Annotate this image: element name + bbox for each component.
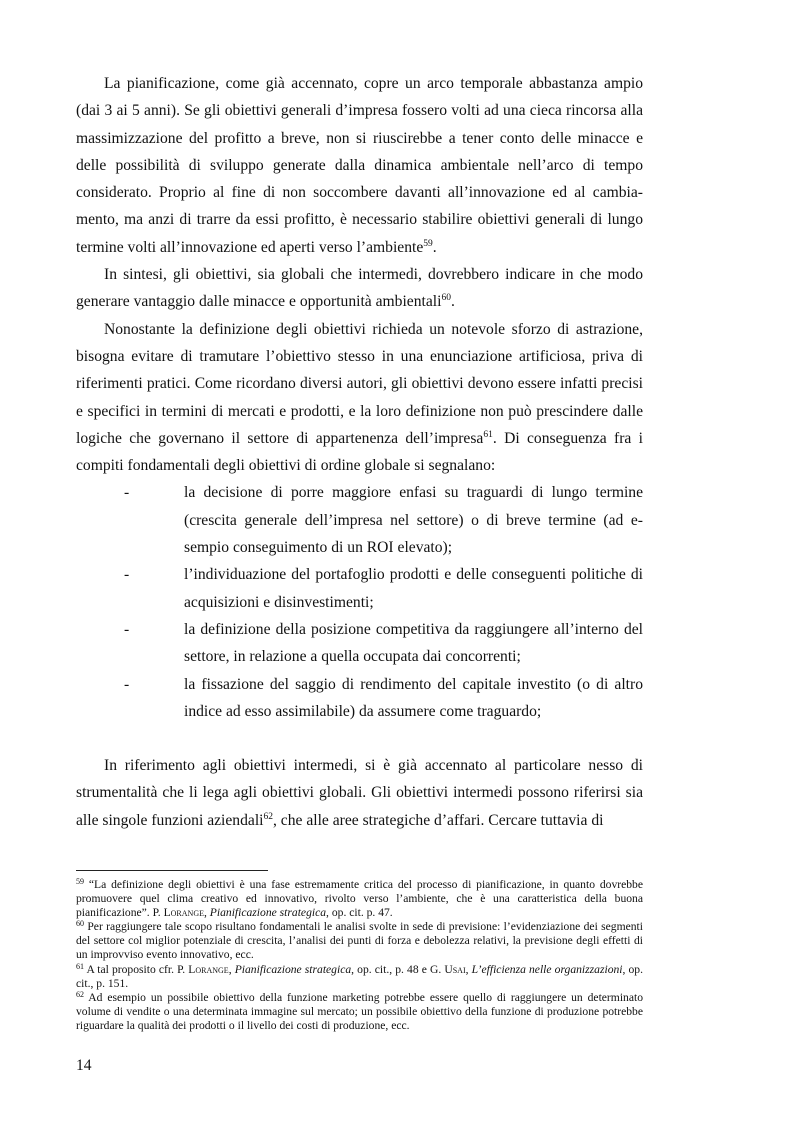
paragraph-pianificazione: La pianificazione, come già accennato, copre un arco temporale abbastanza ampio (dai 3 ai 5 anni). Se gli obiettivi generali d’impresa fossero volti ad una cieca rincorsa alla massimizzazione del profitto a breve, non si riuscirebbe a tener conto delle minacce e delle possibilità di sviluppo generate dalla dinamica ambientale nell’arco di tempo considerato. Proprio al fine di non soccombere davanti all’innovazione ed al cambiamento, ma anzi di trarre da essi profitto, è necessario stabilire obiettivi generali di lungo termine volti all’innovazione ed aperti verso l’ambiente$^{59}$. — [76, 75, 643, 256]
list-item: - la definizione della posizione competitiva da raggiungere all’interno del settore, in relazione a quella occupata dai concorrenti; — [76, 616, 643, 671]
footnote-60: $^{60}$ Per raggiungere tale scopo risultano fondamentali le analisi svolte in sede di previsione: l’evidenziazione dei segmenti del settore col miglior potenziale di crescita, l’analisi dei punti di forza e debolezza relativi, la previsione degli effetti di un improvviso evento innovativo, ecc. — [76, 919, 643, 962]
footnotes-section — [76, 870, 643, 1033]
footnote-62: $^{62}$ Ad esempio un possibile obiettivo della funzione marketing potrebbe essere quello di raggiungere un determinato volume di vendite o una determinata immagine sul mercato; un possibile obiettivo della funzione di produzione potrebbe riguardare la qualità dei prodotti o il livello dei costi di produzione, ecc. — [76, 989, 643, 1032]
list-item: - la fissazione del saggio di rendimento del capitale investito (o di altro indice ad esso assimilabile) da assumere come traguardo; — [76, 671, 643, 726]
footnote-ref-60[interactable]: 60 — [441, 293, 451, 304]
tasks-list — [76, 479, 643, 725]
footnote-ref-61[interactable]: 61 — [483, 429, 493, 440]
footnote-ref-59[interactable]: 59 — [423, 238, 433, 249]
paragraph-spacer — [76, 725, 643, 752]
footnote-59: $^{59}$ “La definizione degli obiettivi è una fase estremamente critica del processo di pianificazione, in quanto dovrebbe promuovere quel clima creativo ed innovativo, rivolto verso l’ambiente, che è una caratteristica della buona pianificazione”. P. Lorange, Pianificazione strategica, op. cit. p. 47. — [76, 877, 643, 920]
list-bullet: - — [124, 675, 130, 693]
paragraph-sintesi: In sintesi, gli obiettivi, sia globali che intermedi, dovrebbero indicare in che modo generare vantaggio dalle minacce e opportunità ambientali$^{60}$. — [76, 266, 643, 311]
footnote-ref-62[interactable]: 62 — [263, 811, 273, 822]
list-bullet: - — [124, 620, 130, 638]
footnote-61: $^{61}$ A tal proposito cfr. P. Lorange, Pianificazione strategica, op. cit., p. 48 e G. Usai, L’efficienza nelle organizzazioni, op. cit., p. 151. — [76, 961, 644, 990]
footnote-separator — [76, 870, 268, 871]
body-text — [76, 70, 643, 834]
paragraph-intermedi: In riferimento agli obiettivi intermedi, si è già accennato al particolare nesso di strumentalità che li lega agli obiettivi globali. Gli obiettivi intermedi possono riferirsi sia alle singole funzioni aziendali$^{62}$, che alle aree strategiche d’affari. Cercare tuttavia di — [76, 757, 643, 829]
list-bullet: - — [124, 484, 130, 502]
paragraph-nonostante: Nonostante la definizione degli obiettivi richieda un notevole sforzo di astrazione, bisogna evitare di tramutare l’obiettivo stesso in una enunciazione artificiosa, priva di riferimenti pratici. Come ricordano diversi autori, gli obiettivi devono essere infatti precisi e specifici in termini di mercati e prodotti, e la loro definizione non può prescindere dalle logiche che governano il settore di appartenenza dell’impresa$^{61}$. Di conseguenza fra i compiti fondamentali degli obiettivi di ordine globale si segnalano: — [76, 320, 644, 475]
page-number: 14 — [76, 1057, 92, 1074]
list-item: - l’individuazione del portafoglio prodotti e delle conseguenti politiche di acquisizioni e disinvestimenti; — [76, 561, 643, 616]
list-item: - la decisione di porre maggiore enfasi su traguardi di lungo termine (crescita generale dell’impresa nel settore) o di breve termine (ad esempio conseguimento di un ROI elevato); — [76, 479, 643, 561]
list-bullet: - — [124, 566, 130, 584]
